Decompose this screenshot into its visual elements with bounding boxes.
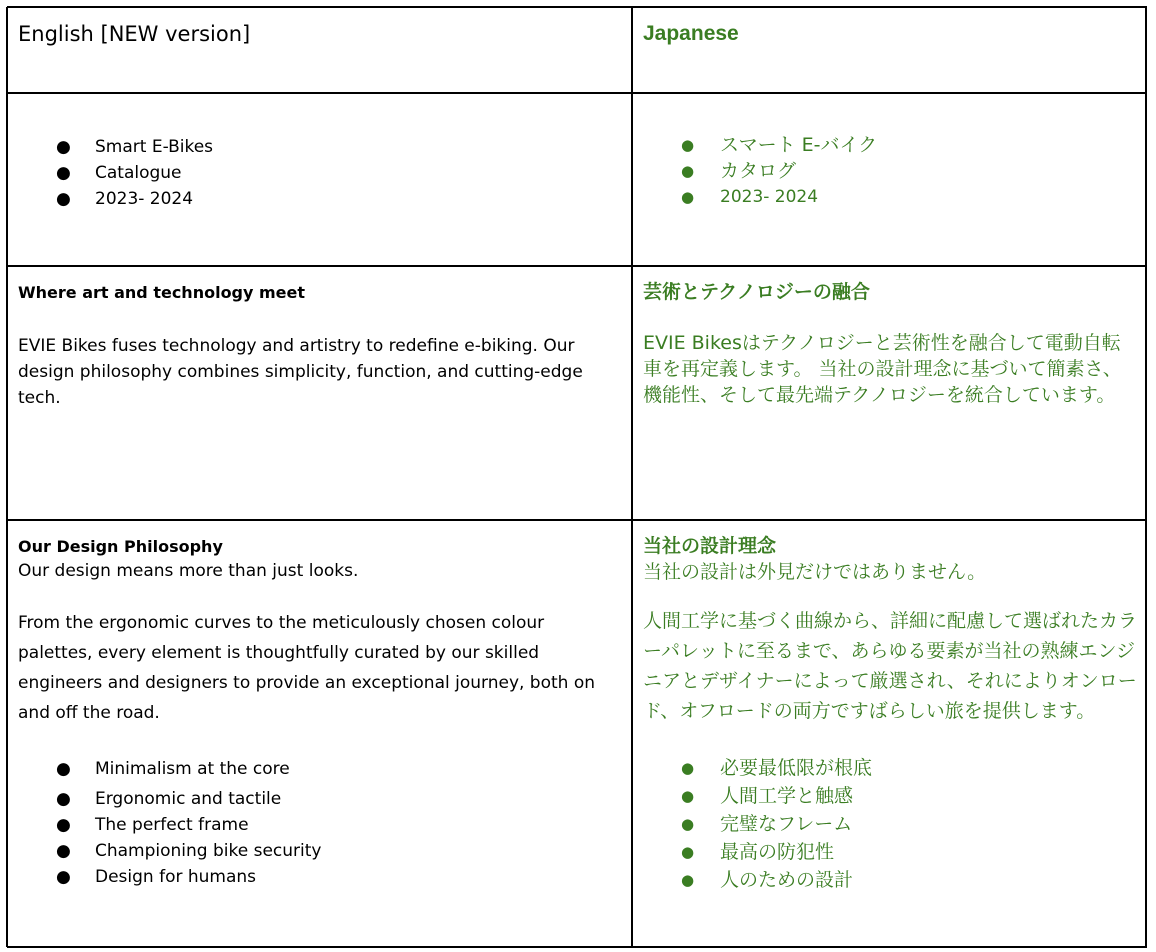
list-item: ● 必要最低限が根底 <box>643 754 1138 782</box>
table-border-left <box>6 7 8 947</box>
bullet-icon: ● <box>681 843 695 861</box>
table-row-divider <box>7 519 1147 521</box>
list-item: ● Minimalism at the core <box>18 756 623 782</box>
bullet-icon: ● <box>681 136 695 154</box>
list-item: ● 2023- 2024 <box>643 184 1133 210</box>
row3-english-title: Our Design Philosophy <box>18 537 223 556</box>
bullet-icon: ● <box>681 815 695 833</box>
row3-japanese-cell <box>643 534 1138 894</box>
row3-japanese-list <box>643 754 1138 894</box>
bullet-icon: ● <box>681 188 695 206</box>
list-item: ● The perfect frame <box>18 812 623 838</box>
row1-japanese-cell <box>643 132 1133 210</box>
row3-english-paragraph: From the ergonomic curves to the meticulously chosen colour palettes, every element is thoughtfully curated by our skilled engineers and designers to provide an exceptional journey, both on and off the road. <box>18 613 596 723</box>
list-item: ● 完璧なフレーム <box>643 810 1138 838</box>
table-border-right <box>1145 7 1147 947</box>
row2-english-body: EVIE Bikes fuses technology and artistry to redefine e-biking. Our design philosophy combines simplicity, function, and cutting-edge tech. <box>18 336 583 408</box>
row1-japanese-list <box>643 132 1133 210</box>
row2-japanese-cell <box>643 280 1138 408</box>
table-column-divider <box>631 7 633 947</box>
row3-english-subtitle: Our design means more than just looks. <box>18 561 359 581</box>
list-item: ● Design for humans <box>18 864 623 890</box>
table-row-divider <box>7 92 1147 94</box>
bullet-icon: ● <box>56 189 71 209</box>
row1-english-list <box>18 134 618 212</box>
bullet-icon: ● <box>56 137 71 157</box>
bullet-icon: ● <box>56 759 71 779</box>
row2-english-title: Where art and technology meet <box>18 283 306 302</box>
list-item: ● 人のための設計 <box>643 866 1138 894</box>
row3-japanese-subtitle: 当社の設計は外見だけではありません。 <box>643 561 987 583</box>
bullet-icon: ● <box>56 163 71 183</box>
list-item: ● Ergonomic and tactile <box>18 786 623 812</box>
row3-english-list <box>18 756 623 890</box>
bullet-icon: ● <box>681 871 695 889</box>
row2-japanese-body: EVIE Bikesはテクノロジーと芸術性を融合して電動自転車を再定義します。 当社の設計理念に基づいて簡素さ、機能性、そして最先端テクノロジーを統合しています。 <box>643 332 1122 406</box>
row2-english-cell <box>18 282 618 411</box>
bullet-icon: ● <box>681 787 695 805</box>
list-item: ● 2023- 2024 <box>18 186 618 212</box>
table-row-divider <box>7 265 1147 267</box>
table-border-bottom <box>7 946 1147 948</box>
list-item: ● 人間工学と触感 <box>643 782 1138 810</box>
row3-japanese-paragraph: 人間工学に基づく曲線から、詳細に配慮して選ばれたカラーパレットに至るまで、あらゆる要素が当社の熟練エンジニアとデザイナーによって厳選され、それによりオンロード、オフロードの両方ですばらしい旅を提供します。 <box>643 610 1138 722</box>
bullet-icon: ● <box>56 815 71 835</box>
table-border-top <box>7 6 1147 8</box>
row3-japanese-title: 当社の設計理念 <box>643 535 777 557</box>
row1-english-cell <box>18 134 618 212</box>
list-item: ● Catalogue <box>18 160 618 186</box>
list-item: ● Championing bike security <box>18 838 623 864</box>
row3-english-cell <box>18 536 623 890</box>
header-japanese: Japanese <box>643 22 739 45</box>
header-english: English [NEW version] <box>18 22 251 46</box>
list-item: ● スマート E-バイク <box>681 134 878 156</box>
bullet-icon: ● <box>681 162 695 180</box>
bullet-icon: ● <box>56 867 71 887</box>
list-item: ● カタログ <box>681 160 797 182</box>
bullet-icon: ● <box>56 841 71 861</box>
list-item: ● Smart E-Bikes <box>18 134 618 160</box>
row2-japanese-title: 芸術とテクノロジーの融合 <box>643 281 870 303</box>
bullet-icon: ● <box>681 759 695 777</box>
list-item: ● 最高の防犯性 <box>643 838 1138 866</box>
bullet-icon: ● <box>56 789 71 809</box>
